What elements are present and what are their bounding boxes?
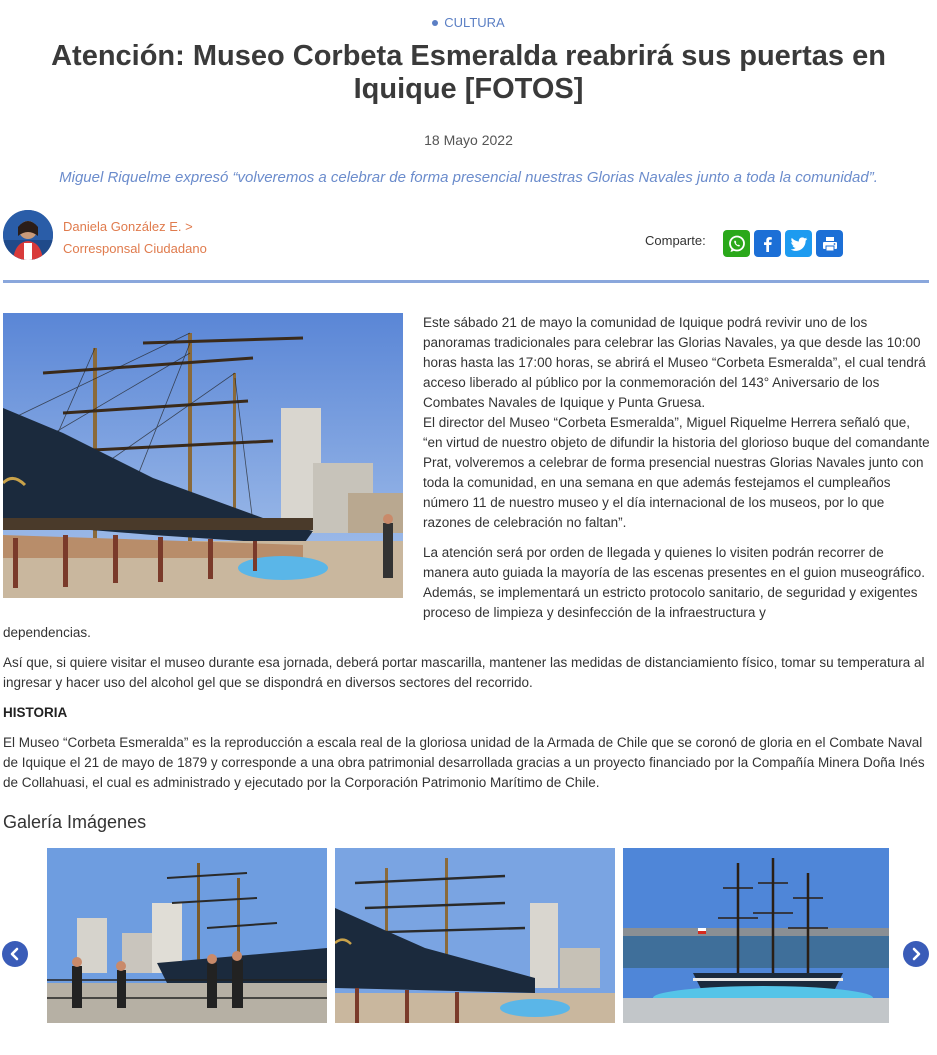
print-icon — [821, 235, 839, 253]
hero-image[interactable] — [3, 313, 403, 598]
gallery-photo — [47, 848, 327, 1023]
article-title: Atención: Museo Corbeta Esmeralda reabrirá sus puertas en Iquique [FOTOS] — [51, 40, 886, 105]
gallery-image[interactable] — [623, 848, 889, 1023]
author-role: Corresponsal Ciudadano — [63, 241, 207, 256]
section-heading: HISTORIA — [3, 705, 68, 720]
author-avatar[interactable] — [3, 210, 53, 260]
gallery-photo — [623, 848, 889, 1023]
article-paragraph: La atención será por orden de llegada y quienes lo visiten podrán recorrer de manera auto guiada la mayoría de las escenas presentes en el guion museográfico. Además, se implementará un estricto protocolo sanitario, de seguridad y exigentes proceso de limpieza y desinfección de la infraestructura y — [423, 545, 926, 620]
share-facebook-button[interactable] — [754, 230, 781, 257]
article-paragraph: Este sábado 21 de mayo la comunidad de Iquique podrá revivir uno de los panoramas tradicionales para celebrar las Glorias Navales, ya que desde las 10:00 horas hasta las 17:00 horas, se abrirá el Museo “Corbeta Esmeralda”, el cual tendrá acceso liberado al público por la conmemoración del 143° Aniversario de los Combates Navales de Iquique y Punta Gruesa. — [423, 315, 926, 410]
gallery-image[interactable] — [47, 848, 327, 1023]
category-label[interactable]: CULTURA — [444, 15, 505, 30]
article-paragraph: El director del Museo “Corbeta Esmeralda”, Miguel Riquelme Herrera señaló que, “en virtud de nuestro objeto de difundir la historia del glorioso buque del comandante Prat, volveremos a celebrar de forma presencial nuestras Glorias Navales junto con toda la comunidad, en una semana en que además festejamos el cumpleaños número 11 de nuestro museo y el día internacional de los museos, por lo que razones de celebración no faltan”. — [423, 415, 930, 530]
share-label: Comparte: — [645, 233, 706, 248]
gallery-prev-button[interactable] — [2, 941, 28, 967]
chevron-left-icon — [8, 947, 22, 961]
whatsapp-icon — [727, 234, 747, 254]
gallery-next-button[interactable] — [903, 941, 929, 967]
facebook-icon — [759, 235, 777, 253]
article-paragraph-continuation: dependencias. — [3, 625, 91, 640]
category-tag[interactable] — [0, 15, 937, 30]
twitter-icon — [789, 234, 809, 254]
share-print-button[interactable] — [816, 230, 843, 257]
hero-ship-photo — [3, 313, 403, 598]
gallery-photo — [335, 848, 615, 1023]
share-whatsapp-button[interactable] — [723, 230, 750, 257]
share-twitter-button[interactable] — [785, 230, 812, 257]
gallery-image[interactable] — [335, 848, 615, 1023]
author-name-link[interactable]: Daniela González E. > — [63, 219, 193, 234]
category-dot-icon — [432, 20, 438, 26]
header-divider — [3, 280, 929, 283]
article-paragraph: El Museo “Corbeta Esmeralda” es la reproducción a escala real de la gloriosa unidad de la Armada de Chile que se coronó de gloria en el Combate Naval de Iquique el 21 de mayo de 1879 y corresponde a una obra patrimonial desarrollada gracias a un proyecto financiado por la Compañía Minera Doña Inés de Collahuasi, el cual es administrado y ejecutado por la Corporación Patrimonio Marítimo de Chile. — [3, 735, 925, 790]
avatar-photo — [3, 210, 53, 260]
article-date: 18 Mayo 2022 — [424, 132, 513, 148]
article-paragraph: Así que, si quiere visitar el museo durante esa jornada, deberá portar mascarilla, mantener las medidas de distanciamiento físico, tomar su temperatura al ingresar y hacer uso del alcohol gel que se dispondrá en diversos sectores del recorrido. — [3, 655, 925, 690]
chevron-right-icon — [909, 947, 923, 961]
gallery-title: Galería Imágenes — [3, 812, 147, 832]
article-lead: Miguel Riquelme expresó “volveremos a celebrar de forma presencial nuestras Glorias Navales junto a toda la comunidad”. — [59, 169, 878, 186]
